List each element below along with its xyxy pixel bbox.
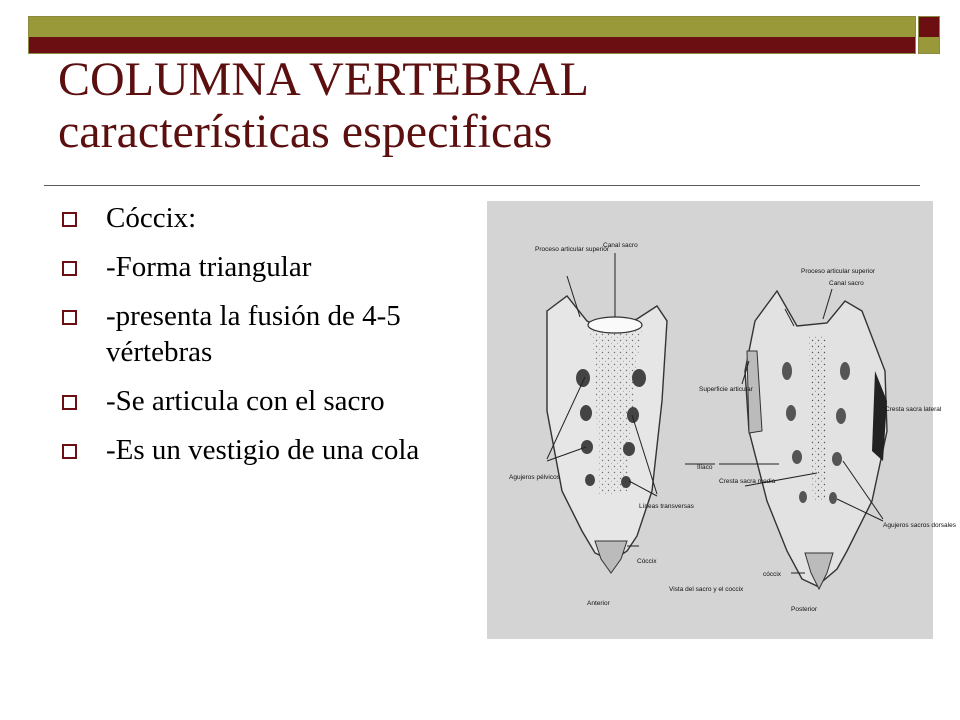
label-anterior: Anterior: [587, 600, 610, 607]
bullet-item: [58, 383, 448, 419]
label-canal-posterior: Canal sacro: [829, 280, 864, 287]
title-line-1: COLUMNA VERTEBRAL: [58, 53, 589, 106]
label-superficie-articular: Superficie articular: [699, 386, 753, 393]
label-agujeros-pelvicos: Agujeros pélvicos: [509, 474, 560, 481]
header-bar-olive: [29, 17, 915, 37]
label-iliaco: Ilíaco: [697, 464, 713, 471]
label-proceso-posterior: Proceso articular superior: [801, 268, 876, 275]
square-bullet-icon: [62, 310, 77, 325]
header-corner-block: [918, 16, 940, 54]
label-canal-anterior: Canal sacro: [603, 242, 638, 249]
square-bullet-icon: [62, 395, 77, 410]
label-vista: Vista del sacro y el coccix: [669, 586, 744, 593]
label-cresta-lateral: Cresta sacra lateral: [885, 406, 942, 413]
square-bullet-icon: [62, 261, 77, 276]
bullet-text: -presenta la fusión de 4-5 vértebras: [106, 300, 401, 368]
label-agujeros-dorsales: Agujeros sacros dorsales: [883, 522, 956, 529]
label-cresta-media: Cresta sacra media: [719, 478, 776, 485]
sacrum-coccyx-illustration: [487, 201, 956, 639]
header-bar: [28, 16, 916, 54]
label-coccix-posterior: cóccix: [763, 571, 782, 578]
bullet-list: [58, 200, 448, 481]
corner-bottom: [919, 37, 939, 53]
title-divider: [44, 185, 920, 186]
bullet-text: -Se articula con el sacro: [106, 385, 385, 417]
bullet-item: [58, 298, 448, 370]
label-proceso-anterior: Proceso articular superior: [535, 246, 610, 253]
corner-top: [919, 17, 939, 37]
title-line-2: características especificas: [58, 104, 553, 158]
square-bullet-icon: [62, 212, 77, 227]
bullet-text: -Forma triangular: [106, 251, 312, 283]
label-posterior: Posterior: [791, 606, 818, 613]
header-bar-maroon: [29, 37, 915, 53]
bullet-item: [58, 249, 448, 285]
slide-title: [58, 54, 918, 158]
label-coccix-anterior: Cóccix: [637, 558, 657, 565]
bullet-text: Cóccix:: [106, 202, 197, 234]
label-lineas-transversas: Líneas transversas: [639, 503, 694, 510]
square-bullet-icon: [62, 444, 77, 459]
bullet-item: [58, 200, 448, 236]
bullet-item: [58, 432, 448, 468]
bullet-text: -Es un vestigio de una cola: [106, 434, 420, 466]
